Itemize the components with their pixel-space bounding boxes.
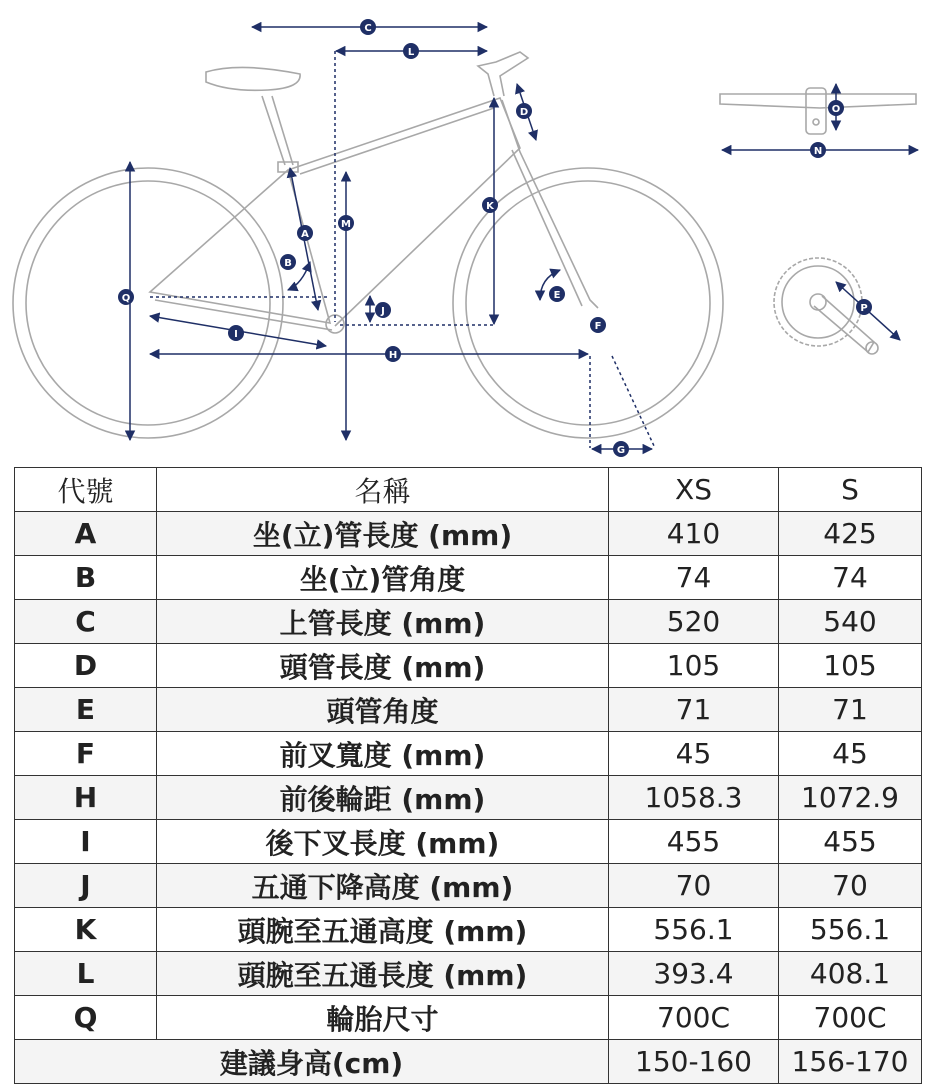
cell-name: 後下叉長度 (mm) xyxy=(157,820,609,864)
header-code: 代號 xyxy=(15,468,157,512)
table-row xyxy=(15,908,922,952)
cell-s: 556.1 xyxy=(779,908,922,952)
cell-xs: 1058.3 xyxy=(609,776,779,820)
svg-text:D: D xyxy=(519,107,529,118)
recommended-height-s: 156-170 xyxy=(779,1040,922,1084)
svg-text:C: C xyxy=(364,23,372,34)
marker-m xyxy=(338,215,354,231)
cell-name: 上管長度 (mm) xyxy=(157,600,609,644)
recommended-height-label: 建議身高(cm) xyxy=(15,1040,609,1084)
marker-l xyxy=(403,43,419,59)
cell-xs: 410 xyxy=(609,512,779,556)
svg-text:E: E xyxy=(553,290,561,301)
cell-s: 540 xyxy=(779,600,922,644)
svg-text:Q: Q xyxy=(121,293,131,304)
cell-code: K xyxy=(15,908,157,952)
svg-text:P: P xyxy=(860,303,868,314)
table-row xyxy=(15,556,922,600)
cell-name: 前叉寬度 (mm) xyxy=(157,732,609,776)
marker-d xyxy=(516,103,532,119)
table-row xyxy=(15,732,922,776)
spec-rows xyxy=(15,512,922,1040)
svg-text:J: J xyxy=(381,306,385,317)
svg-text:I: I xyxy=(234,329,238,340)
marker-p xyxy=(856,299,872,315)
bike-geometry-diagram xyxy=(0,0,935,465)
marker-g xyxy=(613,441,629,457)
table-header-row xyxy=(15,468,922,512)
svg-text:N: N xyxy=(813,146,823,157)
cell-code: J xyxy=(15,864,157,908)
cell-xs: 393.4 xyxy=(609,952,779,996)
svg-text:K: K xyxy=(486,201,494,212)
cell-code: Q xyxy=(15,996,157,1040)
geometry-spec-table xyxy=(14,467,922,1084)
rear-wheel xyxy=(13,168,283,438)
table-row xyxy=(15,996,922,1040)
marker-i xyxy=(228,325,244,341)
svg-text:B: B xyxy=(284,258,292,269)
svg-text:F: F xyxy=(594,321,602,332)
marker-e xyxy=(549,286,565,302)
cell-xs: 520 xyxy=(609,600,779,644)
marker-a xyxy=(297,225,313,241)
marker-h xyxy=(385,346,401,362)
svg-text:O: O xyxy=(831,104,841,115)
table-row xyxy=(15,644,922,688)
cell-code: C xyxy=(15,600,157,644)
cell-s: 425 xyxy=(779,512,922,556)
cell-name: 坐(立)管角度 xyxy=(157,556,609,600)
header-s: S xyxy=(779,468,922,512)
cell-xs: 455 xyxy=(609,820,779,864)
svg-text:L: L xyxy=(407,47,415,58)
svg-text:G: G xyxy=(616,445,626,456)
marker-n xyxy=(810,142,826,158)
cell-name: 頭管角度 xyxy=(157,688,609,732)
cell-name: 頭腕至五通長度 (mm) xyxy=(157,952,609,996)
cell-code: I xyxy=(15,820,157,864)
cell-xs: 45 xyxy=(609,732,779,776)
cell-name: 頭管長度 (mm) xyxy=(157,644,609,688)
cell-code: A xyxy=(15,512,157,556)
header-xs: XS xyxy=(609,468,779,512)
marker-q xyxy=(118,289,134,305)
cell-s: 455 xyxy=(779,820,922,864)
cell-s: 105 xyxy=(779,644,922,688)
table-row xyxy=(15,952,922,996)
cell-xs: 105 xyxy=(609,644,779,688)
header-name: 名稱 xyxy=(157,468,609,512)
cell-name: 輪胎尺寸 xyxy=(157,996,609,1040)
table-row xyxy=(15,688,922,732)
table-row xyxy=(15,864,922,908)
cell-s: 1072.9 xyxy=(779,776,922,820)
cell-code: D xyxy=(15,644,157,688)
svg-text:A: A xyxy=(301,229,309,240)
cell-s: 45 xyxy=(779,732,922,776)
cell-s: 71 xyxy=(779,688,922,732)
marker-f xyxy=(590,317,606,333)
cell-code: L xyxy=(15,952,157,996)
table-row xyxy=(15,600,922,644)
cell-code: F xyxy=(15,732,157,776)
cell-name: 前後輪距 (mm) xyxy=(157,776,609,820)
cell-code: H xyxy=(15,776,157,820)
cell-xs: 70 xyxy=(609,864,779,908)
table-row xyxy=(15,820,922,864)
recommended-height-xs: 150-160 xyxy=(609,1040,779,1084)
cell-xs: 71 xyxy=(609,688,779,732)
cell-xs: 556.1 xyxy=(609,908,779,952)
cell-s: 408.1 xyxy=(779,952,922,996)
cell-name: 頭腕至五通高度 (mm) xyxy=(157,908,609,952)
svg-text:M: M xyxy=(341,219,351,230)
marker-k xyxy=(482,197,498,213)
cell-code: B xyxy=(15,556,157,600)
cell-name: 坐(立)管長度 (mm) xyxy=(157,512,609,556)
cell-s: 74 xyxy=(779,556,922,600)
cell-s: 700C xyxy=(779,996,922,1040)
marker-j xyxy=(375,302,391,318)
table-row xyxy=(15,512,922,556)
svg-text:H: H xyxy=(388,350,398,361)
marker-o xyxy=(828,100,844,116)
recommended-height-row xyxy=(15,1040,922,1084)
table-row xyxy=(15,776,922,820)
marker-b xyxy=(280,254,296,270)
handlebar-detail xyxy=(720,88,916,134)
marker-c xyxy=(360,19,376,35)
cell-xs: 74 xyxy=(609,556,779,600)
cell-xs: 700C xyxy=(609,996,779,1040)
cell-s: 70 xyxy=(779,864,922,908)
cell-name: 五通下降高度 (mm) xyxy=(157,864,609,908)
bike-frame xyxy=(150,52,598,333)
cell-code: E xyxy=(15,688,157,732)
